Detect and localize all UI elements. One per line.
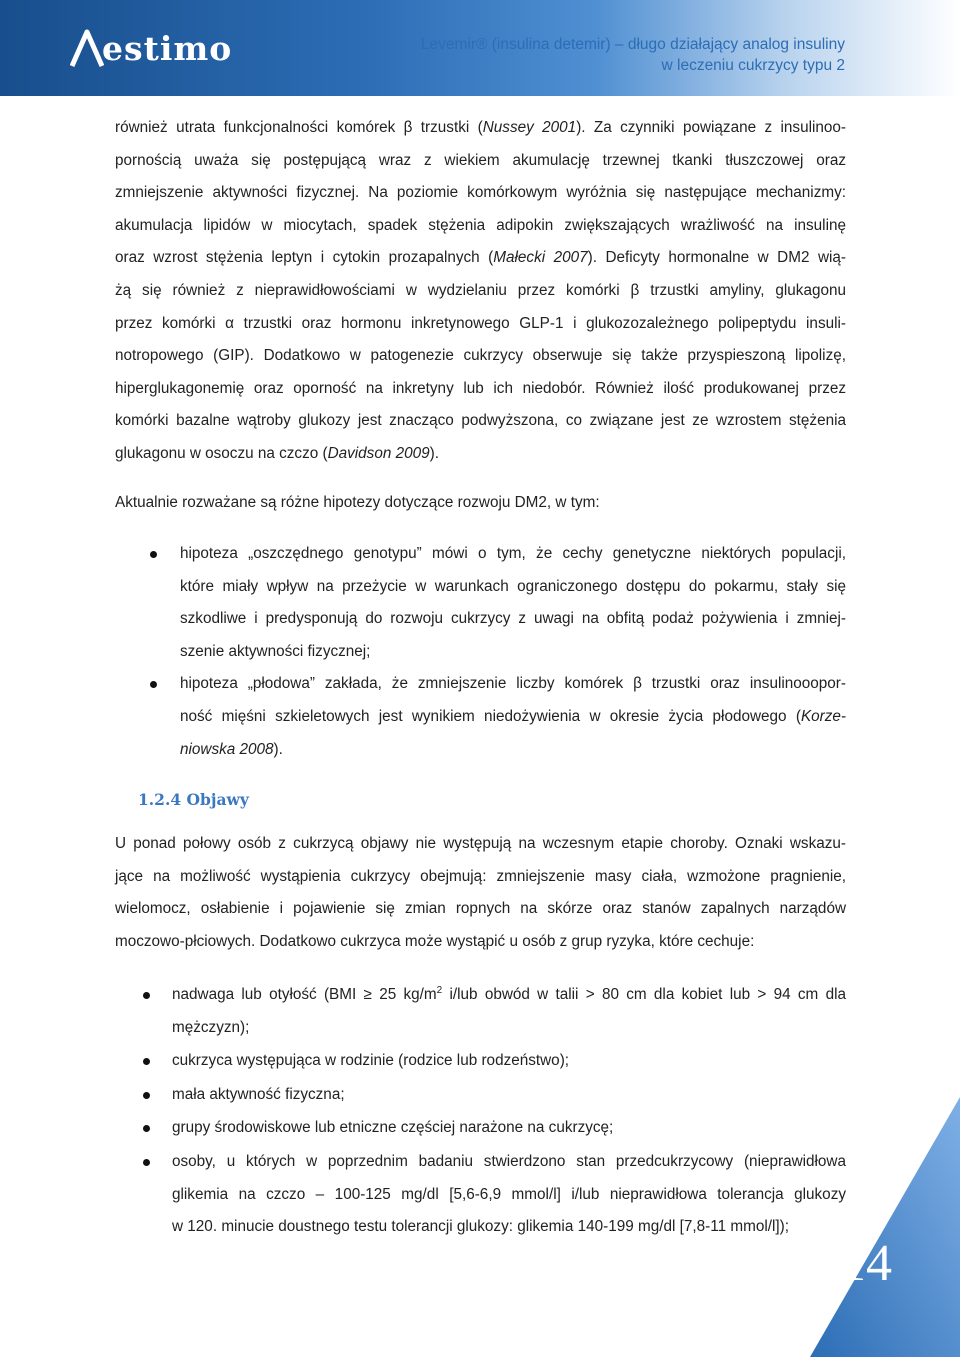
list-item	[150, 538, 846, 668]
text-line: akumulacja lipidów w miocytach, spadek stężenia adipokin zwiększających wrażliwość na insulinę	[115, 216, 846, 234]
document-title-line2: w leczeniu cukrzycy typu 2	[661, 57, 845, 74]
text-line: notropowego (GIP). Dodatkowo w patogenezie cukrzycy obserwuje się także przyspieszoną lipolizę,	[115, 347, 846, 365]
text-line: grupy środowiskowe lub etniczne częściej narażone na cukrzycę;	[172, 1119, 614, 1137]
paragraph-symptoms	[115, 828, 846, 958]
text-line: przez komórki α trzustki oraz hormonu inkretynowego GLP-1 i glukozozależnego polipeptydu insuli-	[115, 314, 846, 332]
bullet-icon	[150, 551, 157, 558]
paragraph-pathogenesis	[115, 112, 846, 471]
text-line: Aktualnie rozważane są różne hipotezy dotyczące rozwoju DM2, w tym:	[115, 494, 600, 511]
list-item	[150, 668, 846, 766]
list-item	[143, 1146, 846, 1244]
text-line: niowska 2008).	[180, 740, 283, 758]
text-line: U ponad połowy osób z cukrzycą objawy nie występują na wczesnym etapie choroby. Oznaki wskazu-	[115, 835, 846, 852]
text-line: cukrzyca występująca w rodzinie (rodzice lub rodzeństwo);	[172, 1052, 570, 1070]
bullet-icon	[143, 1125, 150, 1132]
page-number: 14	[840, 1235, 892, 1292]
bullet-icon	[143, 1058, 150, 1065]
text-line: również utrata funkcjonalności komórek β trzustki (Nussey 2001). Za czynniki powiązane z insulinoo-	[115, 119, 846, 136]
text-line: hipoteza „oszczędnego genotypu” mówi o tym, że cechy genetyczne niektórych populacji,	[180, 545, 846, 562]
bullet-icon	[143, 992, 150, 999]
list-item	[143, 1112, 846, 1145]
risk-groups-list	[143, 979, 846, 1244]
text-line: hipoteza „płodowa” zakłada, że zmniejszenie liczby komórek β trzustki oraz insulinooopor-	[180, 675, 846, 693]
document-title-line1: Levemir® (insulina detemir) – długo działający analog insuliny	[420, 36, 845, 53]
text-line: ność mięśni szkieletowych jest wynikiem niedożywienia w okresie życia płodowego (Korze-	[180, 707, 846, 725]
text-line: jące na możliwość wystąpienia cukrzycy obejmują: zmniejszenie masy ciała, wzmożone pragnienie,	[115, 867, 846, 885]
text-line: szkodliwe i predysponują do rozwoju cukrzycy z uwagi na obfitą podaż pożywienia i zmniej-	[180, 610, 846, 628]
text-line: wielomocz, osłabienie i pojawienie się zmian ropnych na skórze oraz stanów zapalnych narządów	[115, 900, 846, 918]
logo	[70, 26, 232, 70]
logo-mark-icon	[70, 28, 104, 68]
document-title	[421, 34, 845, 76]
text-line: szenie aktywności fizycznej;	[180, 642, 371, 660]
text-line: zmniejszenie aktywności fizycznej. Na poziomie komórkowym wyróżnia się następujące mechanizmy:	[115, 184, 846, 202]
list-item	[143, 979, 846, 1044]
bullet-icon	[143, 1159, 150, 1166]
list-item	[143, 1079, 846, 1112]
hypotheses-list	[150, 538, 846, 766]
text-line: glikemia na czczo – 100-125 mg/dl [5,6-6,9 mmol/l] i/lub nieprawidłowa tolerancja glukozy	[172, 1185, 846, 1203]
section-heading: 1.2.4 Objawy	[138, 790, 249, 809]
text-line: mała aktywność fizyczna;	[172, 1085, 345, 1103]
text-line: komórki bazalne wątroby glukozy jest znacząco podwyższona, co związane jest ze wzrostem stężenia	[115, 412, 846, 430]
text-line: żą się również z nieprawidłowościami w wydzielaniu przez komórki β trzustki amyliny, glukagonu	[115, 281, 846, 299]
text-line: oraz wzrost stężenia leptyn i cytokin prozapalnych (Małecki 2007). Deficyty hormonalne w DM2 wią-	[115, 249, 846, 267]
text-line: osoby, u których w poprzednim badaniu stwierdzono stan przedcukrzycowy (nieprawidłowa	[172, 1152, 846, 1170]
text-line: moczowo-płciowych. Dodatkowo cukrzyca może wystąpić u osób z grup ryzyka, które cechuje:	[115, 932, 755, 950]
text-line: które miały wpływ na przeżycie w warunkach ograniczonego dostępu do pokarmu, stały się	[180, 577, 846, 595]
text-line: glukagonu w osoczu na czczo (Davidson 2009).	[115, 444, 439, 462]
corner-decoration	[810, 1097, 960, 1357]
bullet-icon	[143, 1092, 150, 1099]
paragraph-hypotheses-intro	[115, 487, 846, 520]
text-line: pornością uważa się postępującą wraz z wiekiem akumulację trzewnej tkanki tłuszczowej oraz	[115, 151, 846, 169]
logo-text: estimo	[102, 28, 233, 68]
text-line: w 120. minucie doustnego testu tolerancji glukozy: glikemia 140-199 mg/dl [7,8-11 mmol/l]);	[172, 1218, 789, 1236]
text-line: hiperglukagonemię oraz oporność na inkretyny lub ich niedobór. Również ilość produkowanej przez	[115, 379, 846, 397]
bullet-icon	[150, 681, 157, 688]
text-line: nadwaga lub otyłość (BMI ≥ 25 $kg/m^2$ i/lub obwód w talii > 80 cm dla kobiet lub > 94 cm dla	[172, 984, 846, 1003]
text-line: mężczyzn);	[172, 1018, 250, 1036]
list-item	[143, 1045, 846, 1078]
